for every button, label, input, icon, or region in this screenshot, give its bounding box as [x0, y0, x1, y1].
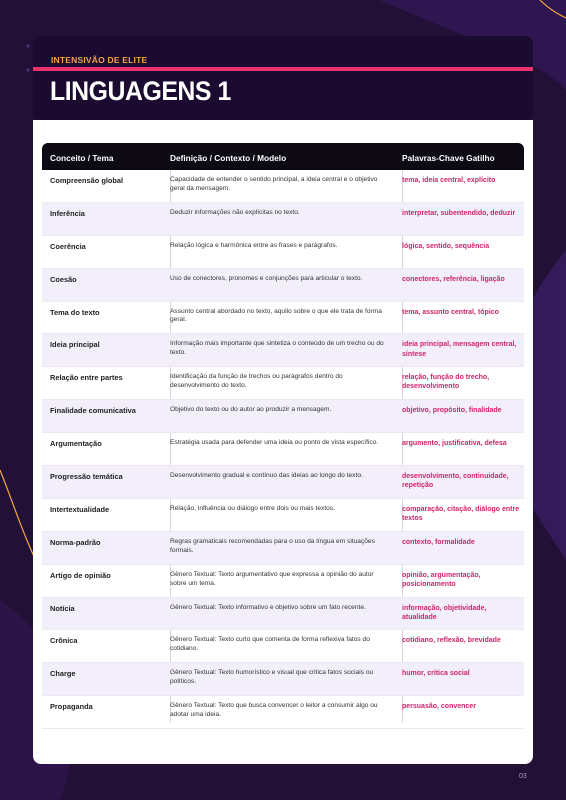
- keywords-cell: informação, objetividade, atualidade: [402, 604, 487, 621]
- table-row: [42, 499, 524, 532]
- concept-cell: Coerência: [50, 241, 86, 251]
- definition-cell: Gênero Textual: Texto curto que comenta de forma reflexiva fatos do cotidiano.: [170, 636, 370, 653]
- definition-cell: Uso de conectores, pronomes e conjunções para articular o texto.: [170, 274, 363, 282]
- table-row: [42, 565, 524, 598]
- table-row: [42, 630, 524, 663]
- keywords-cell: argumento, justificativa, defesa: [402, 440, 507, 448]
- definition-cell: Relação lógica e harmônica entre as frases e parágrafos.: [170, 241, 338, 249]
- concept-cell: Compreensão global: [50, 176, 124, 185]
- definition-cell: Informação mais importante que sintetiza o conteúdo de um trecho ou do texto.: [170, 340, 384, 357]
- concept-cell: Relação entre partes: [50, 373, 123, 383]
- accent-bar: [33, 67, 533, 71]
- definition-cell: Identificação da função de trechos ou parágrafos dentro do desenvolvimento do texto.: [170, 373, 343, 390]
- concept-cell: Artigo de opinião: [50, 570, 111, 580]
- keywords-cell: interpretar, subentendido, deduzir: [402, 209, 516, 217]
- concept-cell: Intertextualidade: [50, 504, 110, 514]
- header-banner: [33, 36, 533, 120]
- keywords-cell: contexto, formalidade: [402, 538, 475, 546]
- definition-cell: Estratégia usada para defender uma ideia ou ponto de vista específico.: [170, 439, 379, 447]
- definition-cell: Deduzir informações não explícitas no texto.: [170, 208, 300, 216]
- table-body: [42, 170, 524, 729]
- table-row: [42, 302, 524, 335]
- table-header: [42, 143, 524, 170]
- keywords-cell: conectores, referência, ligação: [402, 275, 505, 283]
- keywords-cell: opinião, argumentação, posicionamento: [402, 571, 481, 588]
- definition-cell: Regras gramaticais recomendadas para o uso da língua em situações formais.: [170, 537, 375, 554]
- table-row: [42, 696, 524, 729]
- concept-cell: Charge: [50, 669, 76, 679]
- definition-cell: Assunto central abordado no texto, aquilo sobre o que ele trata de forma geral.: [170, 307, 382, 324]
- definition-cell: Gênero Textual: Texto que busca convencer o leitor a consumir algo ou adotar uma ideia.: [170, 702, 378, 719]
- table-row: [42, 433, 524, 466]
- keywords-cell: lógica, sentido, sequência: [402, 242, 490, 250]
- keywords-cell: persuasão, convencer: [402, 703, 476, 711]
- keywords-cell: ideia principal, mensagem central, síntese: [402, 341, 517, 358]
- column-header-concept: Conceito / Tema: [50, 153, 114, 163]
- table-row: [42, 367, 524, 400]
- keywords-cell: humor, crítica social: [402, 670, 470, 678]
- header-tag: INTENSIVÃO DE ELITE: [51, 55, 148, 65]
- concept-cell: Progressão temática: [50, 472, 123, 482]
- concept-cell: Propaganda: [50, 702, 93, 712]
- table-row: [42, 532, 524, 565]
- table-row: [42, 203, 524, 236]
- definition-cell: Capacidade de entender o sentido principal, a ideia central e o objetivo geral da mensagem.: [170, 176, 378, 192]
- column-header-definition: Definição / Contexto / Modelo: [170, 153, 287, 163]
- column-header-keywords: Palavras-Chave Gatilho: [402, 153, 495, 163]
- keywords-cell: comparação, citação, diálogo entre textos: [402, 505, 520, 522]
- keywords-cell: tema, ideia central, explícito: [402, 177, 496, 184]
- definition-cell: Gênero Textual: Texto informativo e objetivo sobre um fato recente.: [170, 603, 366, 611]
- table-row: [42, 334, 524, 367]
- keywords-cell: cotidiano, reflexão, brevidade: [402, 637, 501, 645]
- definition-cell: Objetivo do texto ou do autor ao produzir a mensagem.: [170, 406, 332, 414]
- concept-cell: Notícia: [50, 603, 75, 613]
- concept-cell: Finalidade comunicativa: [50, 406, 136, 416]
- table-row: [42, 170, 524, 203]
- concept-cell: Crônica: [50, 636, 78, 646]
- keywords-cell: tema, assunto central, tópico: [402, 308, 499, 316]
- concept-cell: Norma-padrão: [50, 537, 101, 547]
- definition-cell: Desenvolvimento gradual e contínuo das ideias ao longo do texto.: [170, 472, 363, 480]
- page-title: LINGUAGENS 1: [50, 76, 231, 106]
- concept-cell: Tema do texto: [50, 307, 100, 317]
- page-number: 03: [519, 773, 527, 780]
- table-row: [42, 466, 524, 499]
- concept-cell: Ideia principal: [50, 340, 100, 350]
- keywords-cell: desenvolvimento, continuidade, repetição: [402, 473, 509, 490]
- concept-cell: Inferência: [50, 208, 85, 218]
- table-row: [42, 663, 524, 696]
- concept-cell: Coesão: [50, 274, 77, 284]
- table-row: [42, 400, 524, 433]
- definition-cell: Gênero Textual: Texto humorístico e visual que critica fatos sociais ou políticos.: [170, 669, 374, 686]
- table-row: [42, 269, 524, 302]
- definition-cell: Relação, influência ou diálogo entre dois ou mais textos.: [170, 504, 335, 512]
- keywords-cell: objetivo, propósito, finalidade: [402, 407, 502, 415]
- definition-cell: Gênero Textual: Texto argumentativo que expressa a opinião do autor sobre um tema.: [170, 570, 374, 587]
- table-card: [33, 120, 533, 764]
- table-row: [42, 236, 524, 269]
- table-row: [42, 598, 524, 631]
- keywords-cell: relação, função do trecho, desenvolvimento: [402, 374, 490, 391]
- concept-cell: Argumentação: [50, 439, 102, 449]
